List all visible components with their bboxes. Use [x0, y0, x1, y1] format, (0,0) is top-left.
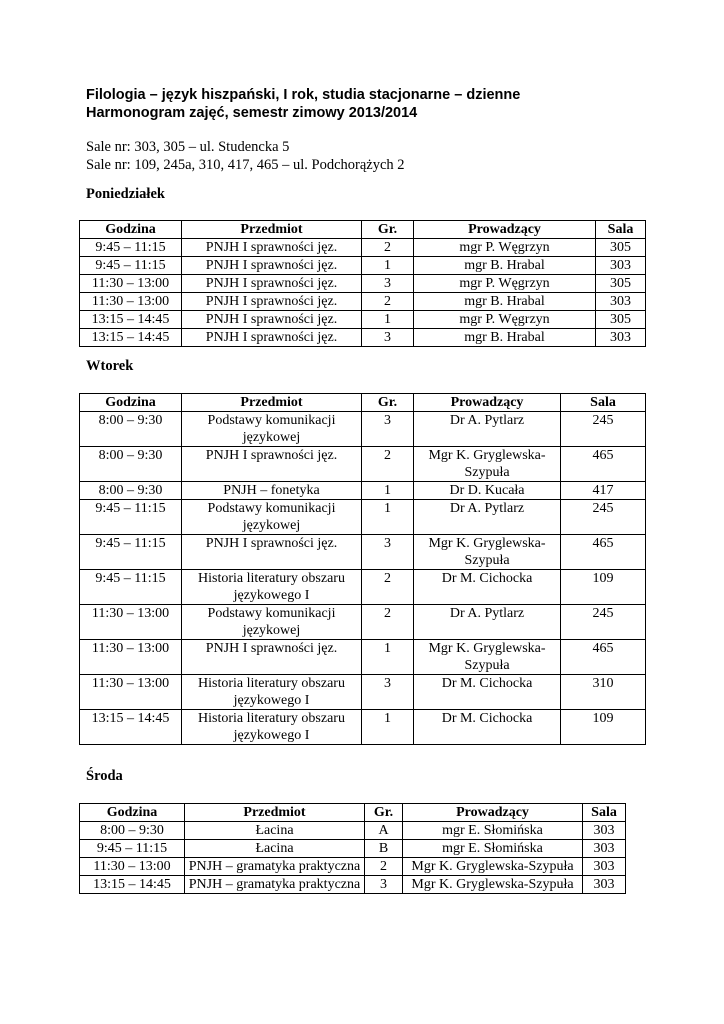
cell-time: 8:00 – 9:30 — [80, 822, 185, 840]
cell-subject: PNJH I sprawności jęz. — [182, 535, 362, 570]
cell-subject: Podstawy komunikacji językowej — [182, 412, 362, 447]
cell-room: 417 — [561, 482, 646, 500]
cell-teacher: Dr M. Cichocka — [414, 710, 561, 745]
cell-time: 9:45 – 11:15 — [80, 840, 185, 858]
day-heading-monday: Poniedziałek — [86, 186, 165, 202]
cell-group: 1 — [362, 640, 414, 675]
cell-room: 305 — [596, 239, 646, 257]
cell-time: 9:45 – 11:15 — [80, 570, 182, 605]
document-title — [86, 86, 520, 122]
cell-group: 3 — [362, 675, 414, 710]
cell-group: 1 — [362, 257, 414, 275]
table-header-row — [80, 804, 626, 822]
cell-room: 109 — [561, 570, 646, 605]
cell-subject: PNJH I sprawności jęz. — [182, 239, 362, 257]
cell-teacher: mgr B. Hrabal — [414, 329, 596, 347]
cell-subject: PNJH I sprawności jęz. — [182, 311, 362, 329]
table-row — [80, 311, 646, 329]
rooms-line-1: Sale nr: 303, 305 – ul. Studencka 5 — [86, 139, 290, 155]
cell-subject: Historia literatury obszaru językowego I — [182, 675, 362, 710]
column-header-teacher: Prowadzący — [414, 394, 561, 412]
cell-room: 303 — [583, 876, 626, 894]
cell-room: 303 — [583, 840, 626, 858]
column-header-group: Gr. — [362, 221, 414, 239]
rooms-line-2: Sale nr: 109, 245a, 310, 417, 465 – ul. Podchorążych 2 — [86, 157, 405, 173]
cell-room: 310 — [561, 675, 646, 710]
column-header-teacher: Prowadzący — [414, 221, 596, 239]
cell-room: 305 — [596, 275, 646, 293]
cell-time: 11:30 – 13:00 — [80, 640, 182, 675]
cell-teacher: Dr A. Pytlarz — [414, 500, 561, 535]
table-row — [80, 605, 646, 640]
cell-teacher: Dr A. Pytlarz — [414, 605, 561, 640]
cell-room: 465 — [561, 447, 646, 482]
cell-teacher: Mgr K. Gryglewska-Szypuła — [414, 447, 561, 482]
cell-time: 11:30 – 13:00 — [80, 605, 182, 640]
cell-teacher: Dr A. Pytlarz — [414, 412, 561, 447]
cell-room: 303 — [583, 822, 626, 840]
table-row — [80, 275, 646, 293]
cell-teacher: mgr B. Hrabal — [414, 257, 596, 275]
cell-subject: PNJH – gramatyka praktyczna — [185, 876, 365, 894]
table-row — [80, 412, 646, 447]
column-header-time: Godzina — [80, 221, 182, 239]
column-header-group: Gr. — [362, 394, 414, 412]
cell-group: 2 — [362, 570, 414, 605]
table-row — [80, 239, 646, 257]
table-row — [80, 293, 646, 311]
cell-teacher: mgr E. Słomińska — [403, 840, 583, 858]
cell-teacher: Dr M. Cichocka — [414, 675, 561, 710]
table-header-row — [80, 394, 646, 412]
cell-group: 2 — [362, 447, 414, 482]
cell-teacher: mgr P. Węgrzyn — [414, 311, 596, 329]
table-row — [80, 482, 646, 500]
title-line-2: Harmonogram zajęć, semestr zimowy 2013/2014 — [86, 105, 418, 121]
cell-group: 2 — [362, 293, 414, 311]
cell-subject: PNJH – fonetyka — [182, 482, 362, 500]
column-header-group: Gr. — [365, 804, 403, 822]
cell-group: 2 — [362, 239, 414, 257]
table-row — [80, 535, 646, 570]
title-line-1: Filologia – język hiszpański, I rok, studia stacjonarne – dzienne — [86, 87, 521, 103]
table-header-row — [80, 221, 646, 239]
cell-subject: Łacina — [185, 840, 365, 858]
cell-time: 11:30 – 13:00 — [80, 293, 182, 311]
cell-group: 1 — [362, 710, 414, 745]
cell-time: 8:00 – 9:30 — [80, 447, 182, 482]
cell-room: 245 — [561, 605, 646, 640]
cell-room: 305 — [596, 311, 646, 329]
cell-teacher: Mgr K. Gryglewska-Szypuła — [403, 876, 583, 894]
column-header-time: Godzina — [80, 804, 185, 822]
cell-subject: PNJH I sprawności jęz. — [182, 275, 362, 293]
day-heading-tuesday: Wtorek — [86, 358, 134, 374]
cell-teacher: mgr B. Hrabal — [414, 293, 596, 311]
cell-time: 9:45 – 11:15 — [80, 239, 182, 257]
schedule-table-tuesday — [79, 393, 646, 745]
cell-room: 303 — [596, 293, 646, 311]
cell-room: 303 — [596, 257, 646, 275]
column-header-room: Sala — [583, 804, 626, 822]
cell-subject: PNJH – gramatyka praktyczna — [185, 858, 365, 876]
cell-room: 303 — [583, 858, 626, 876]
cell-group: 2 — [362, 605, 414, 640]
cell-group: 1 — [362, 500, 414, 535]
cell-time: 11:30 – 13:00 — [80, 675, 182, 710]
column-header-subject: Przedmiot — [185, 804, 365, 822]
cell-group: 3 — [362, 535, 414, 570]
cell-time: 9:45 – 11:15 — [80, 500, 182, 535]
column-header-room: Sala — [596, 221, 646, 239]
column-header-room: Sala — [561, 394, 646, 412]
table-row — [80, 876, 626, 894]
column-header-teacher: Prowadzący — [403, 804, 583, 822]
cell-subject: Podstawy komunikacji językowej — [182, 500, 362, 535]
cell-room: 109 — [561, 710, 646, 745]
table-row — [80, 570, 646, 605]
table-row — [80, 858, 626, 876]
cell-subject: PNJH I sprawności jęz. — [182, 257, 362, 275]
cell-room: 465 — [561, 640, 646, 675]
cell-group: 2 — [365, 858, 403, 876]
cell-group: 3 — [362, 275, 414, 293]
cell-teacher: Mgr K. Gryglewska-Szypuła — [414, 535, 561, 570]
cell-subject: PNJH I sprawności jęz. — [182, 640, 362, 675]
cell-time: 8:00 – 9:30 — [80, 482, 182, 500]
table-row — [80, 675, 646, 710]
cell-teacher: Mgr K. Gryglewska-Szypuła — [414, 640, 561, 675]
table-row — [80, 710, 646, 745]
table-row — [80, 329, 646, 347]
cell-subject: PNJH I sprawności jęz. — [182, 293, 362, 311]
cell-subject: Historia literatury obszaru językowego I — [182, 710, 362, 745]
cell-teacher: mgr P. Węgrzyn — [414, 239, 596, 257]
rooms-info — [86, 138, 405, 174]
cell-subject: PNJH I sprawności jęz. — [182, 447, 362, 482]
cell-group: 3 — [362, 329, 414, 347]
cell-room: 303 — [596, 329, 646, 347]
cell-subject: PNJH I sprawności jęz. — [182, 329, 362, 347]
cell-group: 1 — [362, 311, 414, 329]
cell-time: 8:00 – 9:30 — [80, 412, 182, 447]
table-row — [80, 500, 646, 535]
cell-teacher: mgr P. Węgrzyn — [414, 275, 596, 293]
cell-group: A — [365, 822, 403, 840]
cell-group: B — [365, 840, 403, 858]
cell-teacher: mgr E. Słomińska — [403, 822, 583, 840]
schedule-table-wednesday — [79, 803, 626, 894]
column-header-subject: Przedmiot — [182, 221, 362, 239]
cell-time: 9:45 – 11:15 — [80, 535, 182, 570]
cell-group: 3 — [365, 876, 403, 894]
cell-group: 1 — [362, 482, 414, 500]
table-row — [80, 840, 626, 858]
cell-time: 11:30 – 13:00 — [80, 275, 182, 293]
cell-teacher: Dr D. Kucała — [414, 482, 561, 500]
table-row — [80, 447, 646, 482]
column-header-subject: Przedmiot — [182, 394, 362, 412]
cell-subject: Łacina — [185, 822, 365, 840]
day-heading-wednesday: Środa — [86, 768, 123, 784]
cell-room: 245 — [561, 500, 646, 535]
table-row — [80, 822, 626, 840]
cell-time: 9:45 – 11:15 — [80, 257, 182, 275]
column-header-time: Godzina — [80, 394, 182, 412]
cell-time: 13:15 – 14:45 — [80, 311, 182, 329]
cell-time: 13:15 – 14:45 — [80, 710, 182, 745]
cell-room: 465 — [561, 535, 646, 570]
cell-time: 11:30 – 13:00 — [80, 858, 185, 876]
cell-subject: Podstawy komunikacji językowej — [182, 605, 362, 640]
schedule-table-monday — [79, 220, 646, 347]
cell-teacher: Dr M. Cichocka — [414, 570, 561, 605]
cell-time: 13:15 – 14:45 — [80, 876, 185, 894]
cell-subject: Historia literatury obszaru językowego I — [182, 570, 362, 605]
cell-time: 13:15 – 14:45 — [80, 329, 182, 347]
table-row — [80, 257, 646, 275]
cell-group: 3 — [362, 412, 414, 447]
cell-room: 245 — [561, 412, 646, 447]
table-row — [80, 640, 646, 675]
cell-teacher: Mgr K. Gryglewska-Szypuła — [403, 858, 583, 876]
